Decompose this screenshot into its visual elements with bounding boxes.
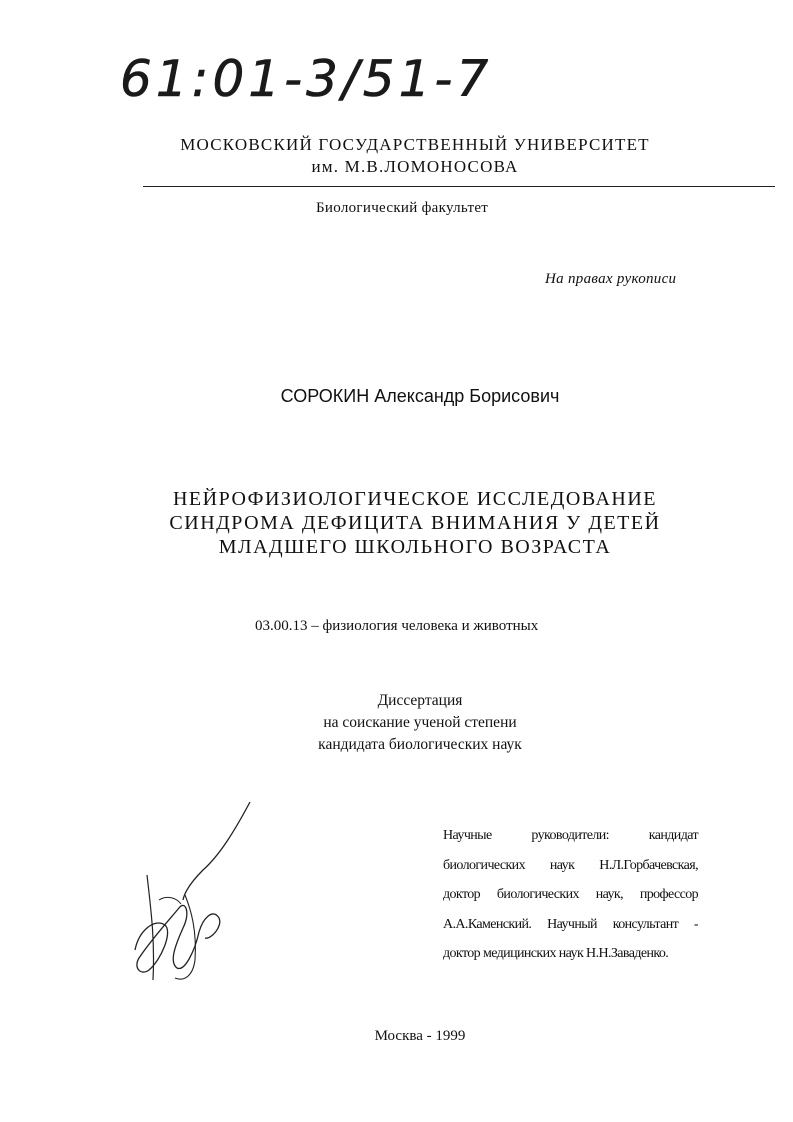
manuscript-rights-note: На правах рукописи bbox=[545, 271, 677, 287]
thesis-title-line: МЛАДШЕГО ШКОЛЬНОГО ВОЗРАСТА bbox=[218, 536, 612, 558]
advisors-block bbox=[443, 821, 698, 969]
advisors-word: Н.Л.Горбачевская, bbox=[599, 857, 699, 873]
advisors-word: - bbox=[693, 916, 698, 932]
degree-line: Диссертация bbox=[377, 692, 463, 709]
signature-drawing bbox=[125, 800, 265, 990]
advisors-line bbox=[443, 880, 698, 910]
advisors-word: Научный bbox=[547, 916, 597, 932]
faculty-name: Биологический факультет bbox=[316, 200, 489, 216]
advisors-word: наук, bbox=[595, 887, 624, 902]
advisors-word: руководители: bbox=[531, 828, 609, 843]
advisors-line-last: доктор медицинских наук Н.Н.Заваденко. bbox=[443, 946, 669, 961]
university-name: МОСКОВСКИЙ ГОСУДАРСТВЕННЫЙ УНИВЕРСИТЕТ bbox=[180, 135, 650, 154]
header-divider bbox=[143, 186, 775, 187]
advisors-word: биологических bbox=[496, 887, 579, 902]
advisors-word: консультант bbox=[612, 916, 679, 932]
degree-statement bbox=[250, 690, 590, 756]
advisors-line bbox=[443, 851, 698, 881]
thesis-title-line: НЕЙРОФИЗИОЛОГИЧЕСКОЕ ИССЛЕДОВАНИЕ bbox=[172, 488, 657, 510]
advisors-line bbox=[443, 910, 698, 940]
city-year: Москва - 1999 bbox=[374, 1028, 466, 1044]
handwritten-signature bbox=[125, 800, 265, 990]
advisors-word: наук bbox=[549, 857, 575, 873]
thesis-title-line: СИНДРОМА ДЕФИЦИТА ВНИМАНИЯ У ДЕТЕЙ bbox=[169, 512, 661, 534]
degree-line: на соискание ученой степени bbox=[323, 714, 517, 731]
thesis-title bbox=[120, 487, 710, 559]
degree-line: кандидата биологических наук bbox=[318, 736, 522, 753]
advisors-word: доктор bbox=[443, 887, 481, 902]
advisors-word: профессор bbox=[639, 887, 698, 902]
author-name: СОРОКИН Александр Борисович bbox=[280, 386, 560, 406]
advisors-word: Научные bbox=[443, 828, 492, 843]
university-named-after: им. М.В.ЛОМОНОСОВА bbox=[311, 157, 519, 176]
university-header bbox=[120, 134, 710, 178]
advisors-word: кандидат bbox=[648, 828, 698, 843]
advisors-line bbox=[443, 821, 698, 851]
specialty-code: 03.00.13 – физиология человека и животных bbox=[255, 618, 539, 634]
advisors-word: А.А.Каменский. bbox=[443, 916, 532, 932]
archive-code-text: 61:01-3/51-7 bbox=[120, 50, 493, 108]
archive-code-drawing bbox=[118, 48, 493, 118]
advisors-word: биологических bbox=[443, 857, 525, 873]
archive-code-handwritten bbox=[118, 48, 493, 118]
